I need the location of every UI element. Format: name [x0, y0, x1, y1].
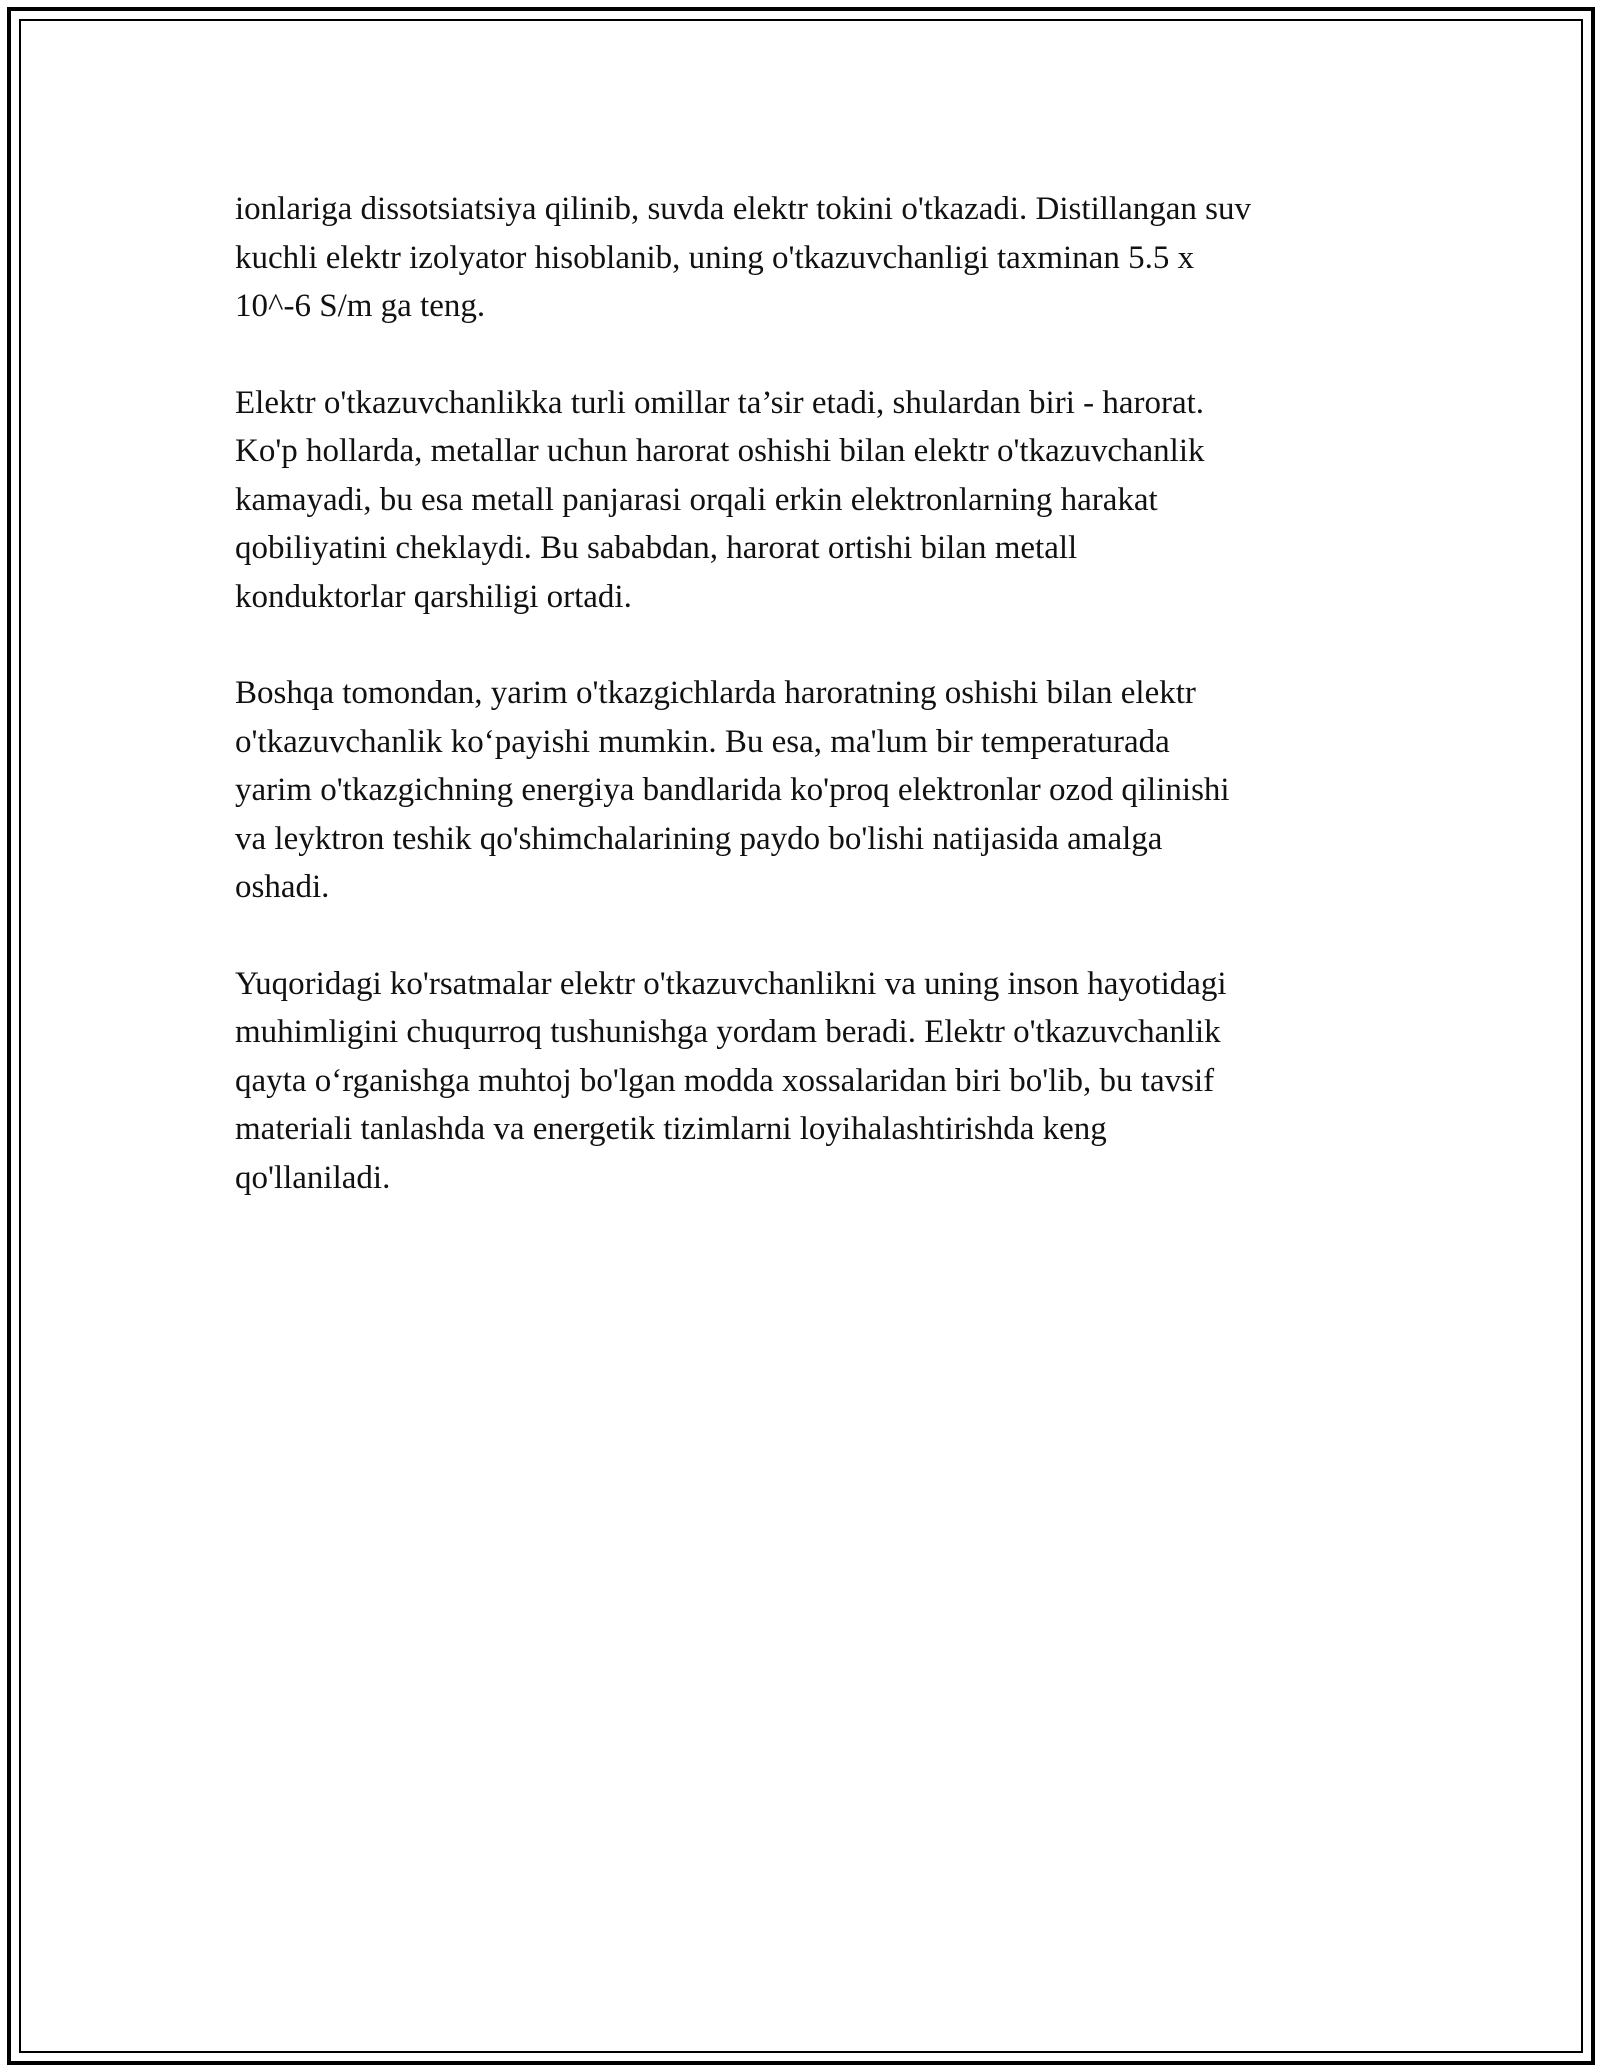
paragraph-3	[235, 669, 1385, 912]
paragraph-2	[235, 379, 1385, 622]
paragraph-line: Yuqoridagi ko'rsatmalar elektr o'tkazuvchanlikni va uning inson hayotidagi	[235, 965, 1227, 1002]
document-body	[235, 185, 1385, 1250]
paragraph-line: Boshqa tomondan, yarim o'tkazgichlarda haroratning oshishi bilan elektr	[235, 675, 1196, 711]
paragraph-line: materiali tanlashda va energetik tizimlarni loyihalashtirishda keng	[235, 1111, 1107, 1147]
paragraph-line: qayta o‘rganishga muhtoj bo'lgan modda xossalaridan biri bo'lib, bu tavsif	[235, 1062, 1215, 1099]
paragraph-line: o'tkazuvchanlik ko‘payishi mumkin. Bu esa, ma'lum bir temperaturada	[235, 723, 1170, 760]
paragraph-line: kuchli elektr izolyator hisoblanib, uning o'tkazuvchanligi taxminan 5.5 x	[235, 239, 1195, 276]
paragraph-line: yarim o'tkazgichning energiya bandlarida ko'proq elektronlar ozod qilinishi	[235, 772, 1230, 808]
paragraph-line: oshadi.	[235, 869, 330, 905]
paragraph-1	[235, 185, 1385, 331]
paragraph-line: qo'llaniladi.	[235, 1159, 391, 1196]
paragraph-line: Elektr o'tkazuvchanlikka turli omillar ta’sir etadi, shulardan biri - harorat.	[235, 384, 1205, 421]
paragraph-line: qobiliyatini cheklaydi. Bu sababdan, harorat ortishi bilan metall	[235, 530, 1078, 566]
paragraph-line: konduktorlar qarshiligi ortadi.	[235, 578, 632, 615]
paragraph-line: va leyktron teshik qo'shimchalarining paydo bo'lishi natijasida amalga	[235, 820, 1163, 857]
paragraph-line: muhimligini chuqurroq tushunishga yordam beradi. Elektr o'tkazuvchanlik	[235, 1014, 1221, 1050]
paragraph-line: 10^-6 S/m ga teng.	[235, 288, 486, 324]
paragraph-4	[235, 960, 1385, 1203]
paragraph-line: kamayadi, bu esa metall panjarasi orqali erkin elektronlarning harakat	[235, 481, 1158, 518]
paragraph-line: ionlariga dissotsiatsiya qilinib, suvda elektr tokini o'tkazadi. Distillangan suv	[235, 191, 1251, 227]
paragraph-line: Ko'p hollarda, metallar uchun harorat oshishi bilan elektr o'tkazuvchanlik	[235, 433, 1205, 469]
